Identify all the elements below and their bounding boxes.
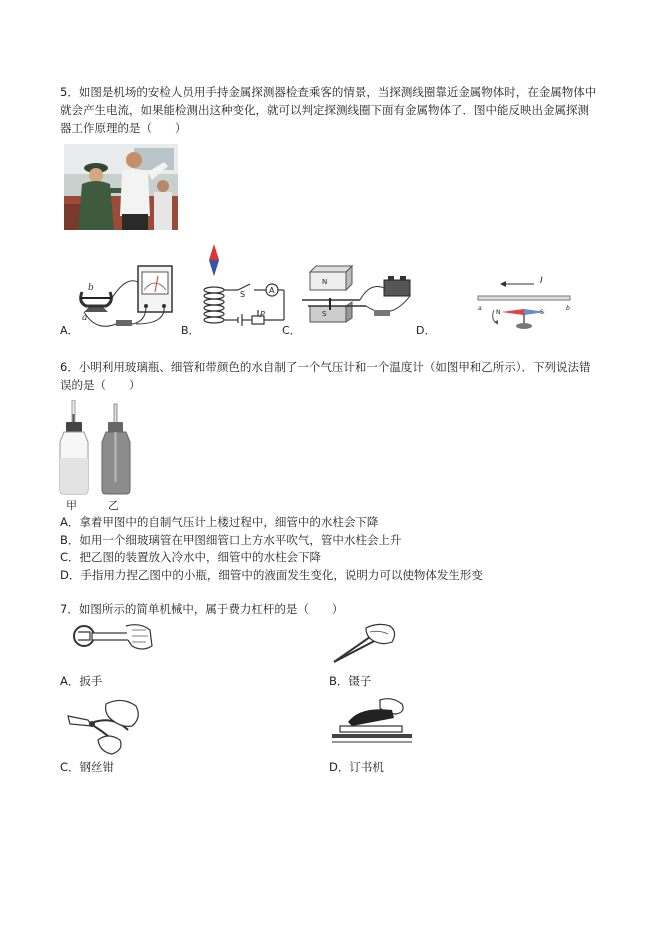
q5-option-a-label: A． (60, 324, 79, 337)
q7-pliers-figure (62, 696, 144, 756)
q6-bottles-figure (58, 400, 132, 496)
q5-line-2: 就会产生电流，如果能检测出这种变化，就可以判定探测线圈下面有金属物体了．图中能反映出金属探测 (60, 103, 589, 117)
q5-d-end-b-label: b (566, 305, 570, 312)
q6-option-d: D．手指用力捏乙图中的小瓶，细管中的液面发生变化，说明力可以使物体发生形变 (60, 568, 483, 582)
q5-option-d-label: D． (416, 324, 436, 337)
q5-b-ammeter-label: A (269, 286, 275, 295)
q7-option-c: C．钢丝钳 (60, 760, 115, 774)
q6-option-a: A．拿着甲图中的自制气压计上楼过程中，细管中的水柱会下降 (60, 515, 379, 529)
q5-figure-a (76, 262, 176, 334)
q5-b-slider-label: P (260, 310, 265, 319)
q7-stapler-figure (330, 696, 414, 748)
q7-wrench-figure (70, 620, 154, 656)
q5-b-switch-label: S (240, 290, 246, 299)
q5-line-1: 5．如图是机场的安检人员用手持金属探测器检查乘客的情景，当探测线圈靠近金属物体时，在金属物体中 (60, 85, 597, 99)
q5-d-south-label: S (540, 309, 544, 316)
svg-text:a: a (82, 313, 88, 323)
security-check-photo (64, 144, 178, 230)
q5-line-3: 器工作原理的是（ ） (60, 121, 187, 135)
q6-line-2: 误的是（ ） (60, 378, 141, 392)
q7-option-a: A．扳手 (60, 674, 103, 688)
q6-option-c: C．把乙图的装置放入冷水中，细管中的水柱会下降 (60, 550, 322, 564)
q7-question: 7．如图所示的简单机械中，属于费力杠杆的是（ ） (60, 602, 344, 616)
q7-option-d: D．订书机 (329, 760, 384, 774)
q6-bottle-a-label: 甲 (66, 499, 77, 512)
q7-option-b: B．镊子 (329, 674, 372, 688)
q5-c-north-label: N (322, 278, 328, 286)
q6-line-1: 6．小明利用玻璃瓶、细管和带颜色的水自制了一个气压计和一个温度计（如图甲和乙所示）．下列说法错 (60, 360, 591, 374)
q5-option-b-label: B． (181, 324, 200, 337)
svg-text:b: b (88, 283, 94, 293)
q5-figure-c (300, 262, 420, 334)
q5-option-c-label: C． (282, 324, 301, 337)
q5-d-current-label: I (540, 276, 543, 286)
q5-d-end-a-label: a (478, 305, 482, 312)
q7-tweezers-figure (330, 620, 400, 666)
q5-d-north-label: N (496, 309, 501, 316)
q5-c-south-label: S (322, 310, 327, 318)
q6-option-b: B．如用一个细玻璃管在甲图细管口上方水平吹气，管中水柱会上升 (60, 533, 402, 547)
q5-figure-d (474, 272, 574, 334)
q6-bottle-b-label: 乙 (108, 499, 119, 512)
